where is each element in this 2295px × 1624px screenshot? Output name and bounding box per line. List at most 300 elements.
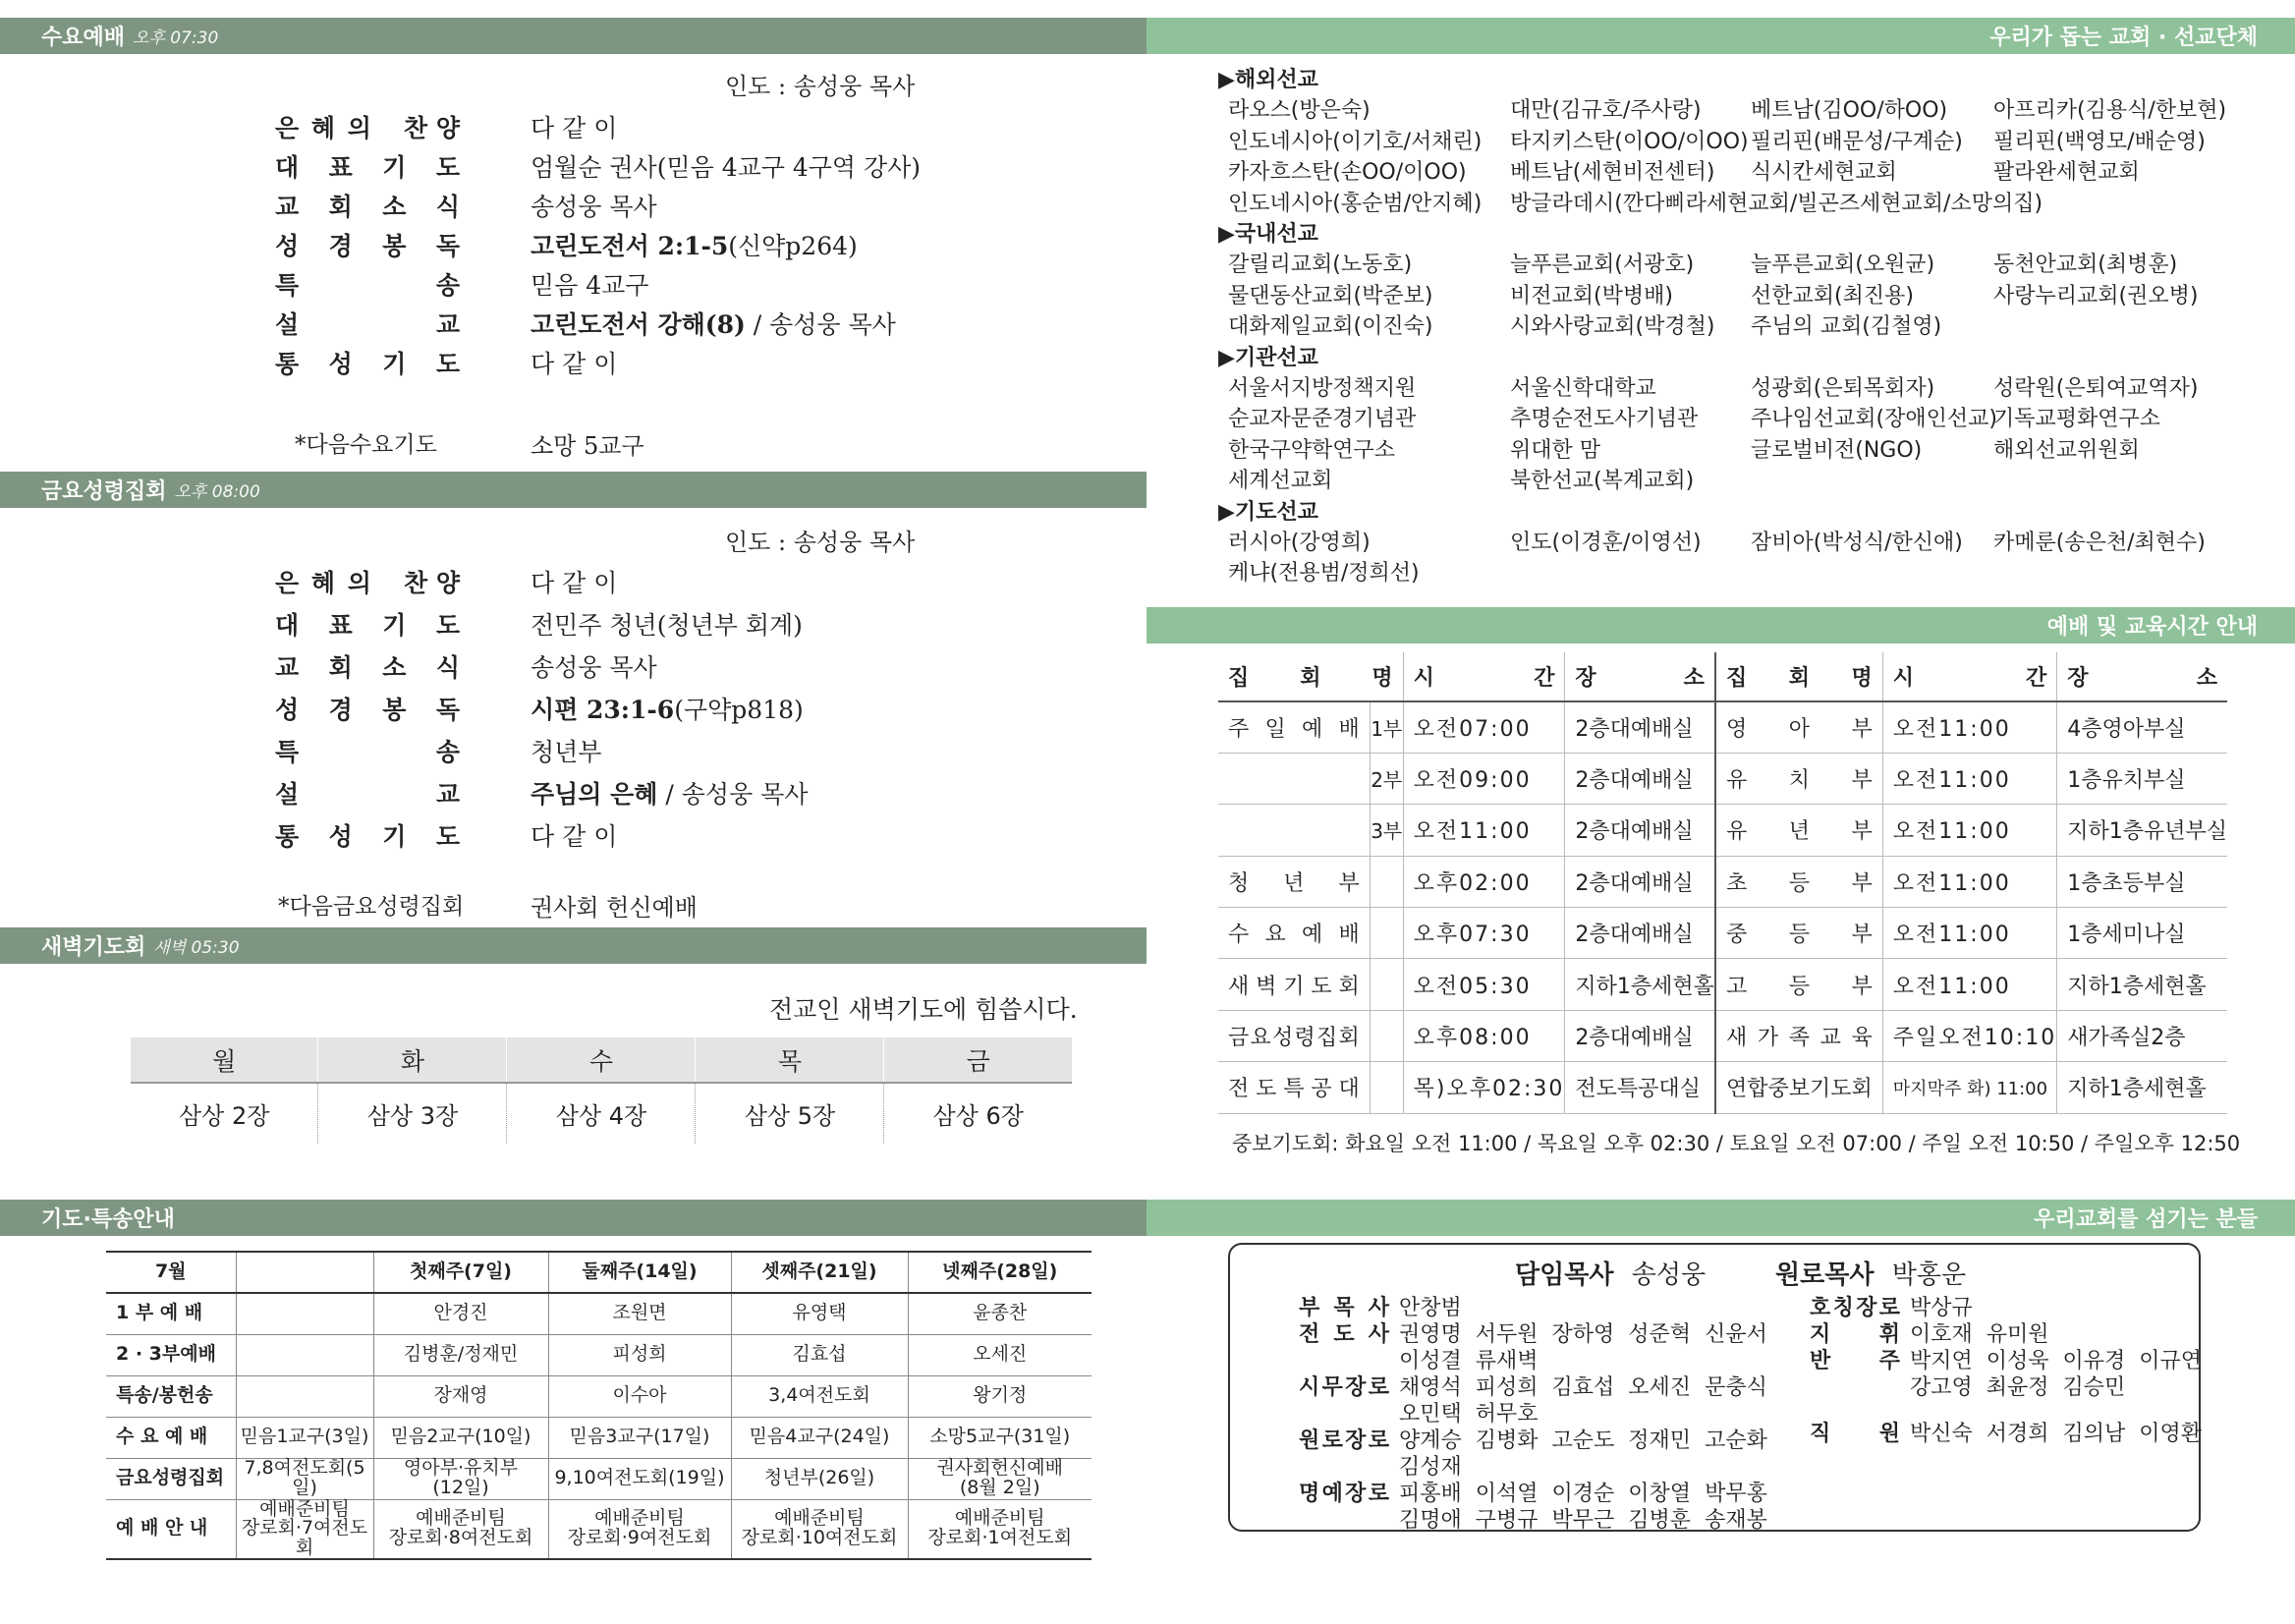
header-cell: 넷째주(28일) [908,1252,1092,1293]
staff-name: 오세진 [1628,1375,1692,1400]
dawn-notice: 전교인 새벽기도에 힘씁시다. [769,995,1078,1024]
staff-name: 이규연 [2139,1349,2203,1373]
table-cell: 오전11:00 [1403,805,1565,856]
order-label: 은 혜 의 찬 양 [275,114,460,142]
order-row [275,306,896,341]
mission-row [1228,309,1993,340]
staff-role [1299,1503,1389,1534]
table-cell: 오후02:00 [1403,856,1565,907]
order-row [275,345,618,380]
table-cell: 김병훈/정재민 [373,1334,548,1375]
cell-label: 주 일 예 배 [1228,716,1360,742]
staff-name: 피성희 [1475,1375,1539,1400]
order-label: 특 송 [275,738,460,766]
staff-box [1228,1243,2201,1532]
order-label: 대 표 기 도 [275,611,460,640]
order-value: 시편 23:1-6(구약p818) [531,696,804,724]
table-cell: 전도특공대실 [1565,1062,1715,1113]
table-cell: 1층세미나실 [2057,908,2227,959]
table-cell [1218,908,1370,959]
table-row [106,1334,1092,1375]
staff-name: 고순도 [1551,1428,1615,1453]
staff-name: 박무홍 [1705,1482,1767,1506]
order-value: 송성웅 목사 [531,193,657,221]
order-value: 믿음 4교구 [531,271,649,300]
table-cell [1715,959,1882,1010]
table-cell: 새가족실2층 [2057,1010,2227,1061]
day-header: 수 [507,1037,696,1083]
header-label: 시 간 [1892,666,2047,691]
staff-name: 이석열 [1475,1482,1539,1506]
mission-row [1228,556,1993,587]
header-cell [1882,652,2056,701]
staff-name: 피홍배 [1399,1482,1462,1506]
order-value: 다 같 이 [531,114,618,142]
row-header: 1 부 예 배 [106,1293,236,1334]
table-row [1218,753,2227,804]
table-cell: 유영택 [731,1293,908,1334]
table-row [1218,908,2227,959]
friday-header [0,472,1147,508]
mission-group-title: ▶기도선교 [1218,499,1318,525]
mission-item: 선한교회(최진용) [1751,283,1914,308]
mission-item: 시와사랑교회(박경철) [1510,314,1715,339]
friday-title: 금요성령집회 [41,479,167,504]
table-cell: 9,10여전도회(19일) [548,1458,731,1499]
order-label: 교 회 소 식 [275,653,460,682]
staff-name: 김명애 [1399,1508,1462,1533]
table-row [1218,856,2227,907]
staff-name: 신윤서 [1705,1322,1767,1347]
staff-name: 채영석 [1399,1375,1462,1400]
table-cell [1370,856,1403,907]
mission-item: 위대한 맘 [1510,437,1601,463]
table-cell: 믿음3교구(17일) [548,1417,731,1458]
table-cell: 윤종찬 [908,1293,1092,1334]
table-row [106,1293,1092,1334]
friday-time: 오후 08:00 [174,482,260,502]
staff-name: 허무호 [1475,1402,1539,1427]
table-cell: 오전05:30 [1403,959,1565,1010]
mission-item: 카자흐스탄(손OO/이OO) [1228,160,1467,185]
mission-item: 인도네시아(이기호/서채린) [1228,129,1483,154]
staff-name: 김성재 [1399,1455,1462,1480]
table-cell: 1층초등부실 [2057,856,2227,907]
wednesday-header [0,18,1147,54]
order-row [275,109,618,144]
mission-group-title: ▶국내선교 [1218,222,1318,247]
table-cell: 예배준비팀 장로회·8여전도회 [373,1499,548,1559]
wednesday-next-value: 소망 5교구 [531,432,644,460]
table-cell: 오전11:00 [1882,753,2056,804]
friday-leader: 인도 : 송성웅 목사 [725,529,916,556]
mission-item: 대만(김규호/주사랑) [1510,98,1702,123]
order-label: 설 교 [275,310,460,339]
table-cell: 지하1층유년부실 [2057,805,2227,856]
staff-name: 김승민 [2062,1375,2126,1400]
table-row [1218,959,2227,1010]
mission-item: 베트남(김OO/하OO) [1751,98,1948,123]
table-cell: 피성희 [548,1334,731,1375]
mission-item: 순교자문준경기념관 [1228,407,1417,431]
order-value: 주님의 은혜 / 송성웅 목사 [531,780,809,809]
mission-item: 대화제일교회(이진숙) [1228,314,1433,339]
table-cell: 지하1층세현홀 [2057,959,2227,1010]
cell-label: 금 요 성 령 집 회 [1228,1026,1360,1051]
mission-item: 해외선교위원회 [1993,437,2140,463]
order-row [275,606,803,642]
mission-item: 잠비아(박성식/한신애) [1751,530,1963,555]
staff-name: 권영명 [1399,1322,1462,1347]
table-row [106,1458,1092,1499]
table-cell: 믿음1교구(3일) [236,1417,373,1458]
table-cell: 안경진 [373,1293,548,1334]
prayer-title: 기도·특송안내 [41,1207,175,1232]
staff-name: 안창범 [1399,1296,1462,1320]
table-cell [1218,959,1370,1010]
dawn-hymn-table [131,1037,1072,1144]
mission-row [1228,93,2226,124]
prayer-header [0,1200,1147,1236]
mission-row [1228,433,2140,464]
staff-name: 이호재 [1910,1322,1973,1347]
order-value: 고린도전서 강해(8) / 송성웅 목사 [531,310,896,339]
table-row [1218,1062,2227,1113]
mission-item [1510,556,1751,587]
mission-item [1751,556,1993,587]
table-cell: 예배준비팀 장로회·1여전도회 [908,1499,1092,1559]
table-cell [1715,1010,1882,1061]
mission-item: 서울신학대학교 [1510,375,1656,401]
table-row [1218,805,2227,856]
mission-item: 늘푸른교회(오원균) [1751,252,1935,277]
table-cell: 오전11:00 [1882,908,2056,959]
staff-name: 김병훈 [1628,1508,1692,1533]
schedule-header [1147,607,2295,644]
table-row [106,1499,1092,1559]
mission-item: 팔라완세현교회 [1993,160,2140,185]
staff-name: 김병화 [1475,1428,1539,1453]
staff-name: 서경희 [1986,1422,2049,1446]
mission-item: 세계선교회 [1228,469,1333,493]
header-label: 장 소 [2067,666,2217,691]
table-row [106,1252,1092,1293]
table-cell [1715,805,1882,856]
mission-item: 식시칸세현교회 [1751,160,1897,185]
mission-row [1228,279,2198,309]
staff-name: 박무근 [1551,1508,1615,1533]
row-header: 수 요 예 배 [106,1417,236,1458]
staff-name: 장하영 [1551,1322,1615,1347]
row-header: 특송/봉헌송 [106,1375,236,1417]
order-row [275,148,922,184]
table-cell: 7,8여전도회(5일) [236,1458,373,1499]
table-cell: 믿음2교구(10일) [373,1417,548,1458]
mission-item: 케냐(전용범/정희선) [1228,561,1420,586]
table-row [1218,701,2227,753]
table-cell: 장재영 [373,1375,548,1417]
staff-name: 이성결 [1399,1349,1462,1373]
staff-role: 호 칭 장 로 [1810,1296,1900,1320]
header-cell: 셋째주(21일) [731,1252,908,1293]
wednesday-time: 오후 07:30 [133,28,219,48]
staff-name: 문충식 [1705,1375,1767,1400]
staff-header [1147,1200,2295,1236]
table-cell [1218,805,1370,856]
mission-item: 늘푸른교회(서광호) [1510,252,1695,277]
order-value: 청년부 [531,738,602,766]
staff-row [1810,1371,2139,1401]
order-row [275,691,804,726]
staff-row [1299,1503,1781,1534]
staff-role: 반 주 [1810,1349,1900,1373]
mission-item: 방글라데시(깐다삐라세현교회/빌곤즈세현교회/소망의집) [1510,191,2043,216]
wednesday-title: 수요예배 [41,26,126,50]
mission-item: 베트남(세현비전센터) [1510,160,1715,185]
table-cell: 오전11:00 [1882,959,2056,1010]
senior-pastor [1515,1255,1706,1291]
table-cell: 지하1층세현홀 [1565,959,1715,1010]
table-cell [1370,1010,1403,1061]
cell-label: 고 등 부 [1725,974,1873,999]
staff-names [1910,1371,2139,1401]
table-cell: 오전11:00 [1882,805,2056,856]
order-label: 통 성 기 도 [275,822,460,851]
mission-item: 성락원(은퇴여교역자) [1993,375,2199,401]
table-cell: 마지막주 화) 11:00 [1882,1062,2056,1113]
table-row [106,1417,1092,1458]
header-label: 시 간 [1413,666,1555,691]
header-cell [1218,652,1403,701]
table-cell: 소망5교구(31일) [908,1417,1092,1458]
friday-next-value: 권사회 헌신예배 [531,894,698,922]
order-label: 은 혜 의 찬 양 [275,569,460,597]
table-cell: 예배준비팀 장로회·10여전도회 [731,1499,908,1559]
order-row [275,775,809,811]
emeritus-pastor-name: 박홍운 [1891,1260,1967,1290]
table-cell [1370,1062,1403,1113]
staff-name: 김효섭 [1551,1375,1615,1400]
table-cell: 2층대예배실 [1565,856,1715,907]
day-header: 월 [131,1037,318,1083]
staff-name: 양계승 [1399,1428,1462,1453]
mission-item: 라오스(방은숙) [1228,98,1371,123]
cell-label: 유 치 부 [1725,768,1873,794]
table-cell: 오후08:00 [1403,1010,1565,1061]
mission-item: 필리핀(배문성/구계순) [1751,129,1963,154]
table-cell: 2층대예배실 [1565,701,1715,753]
table-cell: 왕기정 [908,1375,1092,1417]
missions-header [1147,18,2295,54]
header-cell [1403,652,1565,701]
order-label: 설 교 [275,780,460,809]
table-cell [236,1334,373,1375]
mission-item: 물댄동산교회(박준보) [1228,283,1433,308]
staff-role: 부 목 사 [1299,1296,1389,1320]
mission-row [1228,464,1993,494]
mission-item: 추명순전도사기념관 [1510,407,1699,431]
header-cell [1565,652,1715,701]
mission-group-title: ▶기관선교 [1218,345,1318,370]
table-cell: 2층대예배실 [1565,805,1715,856]
order-row [275,648,657,684]
staff-names [1399,1503,1781,1534]
mission-item: 주님의 교회(김철영) [1751,314,1942,339]
staff-name: 이성욱 [1986,1349,2049,1373]
staff-name: 류새벽 [1475,1349,1539,1373]
table-cell [1715,1062,1882,1113]
schedule-table [1218,652,2227,1114]
cell-label: 중 등 부 [1725,923,1873,948]
staff-role: 명 예 장 로 [1299,1482,1389,1506]
senior-pastor-name: 송성웅 [1631,1260,1707,1290]
table-cell [1715,908,1882,959]
mission-item: 서울서지방정책지원 [1228,375,1417,401]
table-cell: 김효섭 [731,1334,908,1375]
staff-name: 이유경 [2062,1349,2126,1373]
header-cell: 첫째주(7일) [373,1252,548,1293]
table-cell: 예배준비팀 장로회·7여전도회 [236,1499,373,1559]
table-cell: 2층대예배실 [1565,1010,1715,1061]
staff-row [1810,1417,2215,1447]
table-cell: 2층대예배실 [1565,908,1715,959]
dawn-time: 새벽 05:30 [153,938,240,958]
mission-item: 아프리카(김용식/한보현) [1993,98,2227,123]
staff-name: 서두원 [1475,1322,1539,1347]
mission-item: 비전교회(박병배) [1510,283,1673,308]
table-cell: 조원면 [548,1293,731,1334]
order-label: 교 회 소 식 [275,193,460,221]
table-cell [1715,856,1882,907]
header-cell [2057,652,2227,701]
order-row [275,188,657,223]
table-cell: 1부 [1370,701,1403,753]
staff-role: 지 휘 [1810,1322,1900,1347]
table-cell [1218,1010,1370,1061]
table-cell [1370,908,1403,959]
mission-row [1228,371,2198,402]
order-row [275,733,602,768]
table-cell: 1층유치부실 [2057,753,2227,804]
friday-next-label: *다음금요성령집회 [278,894,465,920]
order-value: 송성웅 목사 [531,653,657,682]
staff-name: 이경순 [1551,1482,1615,1506]
hymn-cell: 삼상 3장 [318,1083,507,1144]
order-value: 엄월순 권사(믿음 4교구 4구역 강사) [531,153,922,182]
table-cell [1715,753,1882,804]
header-cell [236,1252,373,1293]
header-label: 집 회 명 [1725,666,1873,691]
table-cell [1370,959,1403,1010]
order-value: 고린도전서 2:1-5(신약p264) [531,232,858,260]
cell-label: 청 년 부 [1228,870,1360,896]
staff-name: 정재민 [1628,1428,1692,1453]
hymn-cell: 삼상 5장 [696,1083,884,1144]
table-cell: 오후07:30 [1403,908,1565,959]
table-cell: 예배준비팀 장로회·9여전도회 [548,1499,731,1559]
mission-row [1228,125,2206,155]
table-row [1218,652,2227,701]
staff-name: 성준혁 [1628,1322,1692,1347]
dawn-title: 새벽기도회 [41,935,146,960]
mission-row [1228,187,2043,217]
table-cell: 2층대예배실 [1565,753,1715,804]
table-cell: 3,4여전도회 [731,1375,908,1417]
mission-row [1228,526,2206,556]
staff-name: 송재봉 [1705,1508,1767,1533]
order-label: 통 성 기 도 [275,350,460,378]
staff-name: 최윤정 [1986,1375,2049,1400]
cell-label: 새 벽 기 도 회 [1228,974,1360,999]
staff-name: 강고영 [1910,1375,1973,1400]
staff-role: 시 무 장 로 [1299,1375,1389,1400]
day-header: 금 [884,1037,1072,1083]
header-cell [1715,652,1882,701]
mission-item: 인도네시아(홍순범/안지혜) [1228,191,1483,216]
hymn-cell: 삼상 2장 [131,1083,318,1144]
missions-title: 우리가 돕는 교회 · 선교단체 [1989,26,2258,50]
table-row [1218,1010,2227,1061]
staff-role: 직 원 [1810,1422,1900,1446]
staff-name: 유미원 [1986,1322,2049,1347]
mission-item [1751,464,1993,494]
header-label: 장 소 [1575,666,1705,691]
header-cell: 7월 [106,1252,236,1293]
table-cell: 권사회헌신예배 (8월 2일) [908,1458,1092,1499]
prayer-table [106,1251,1092,1560]
order-value: 다 같 이 [531,350,618,378]
mission-item: 북한선교(복계교회) [1510,469,1695,493]
mission-row [1228,248,2177,278]
mission-item: 카메룬(송은천/최현수) [1993,530,2206,555]
row-header: 예 배 안 내 [106,1499,236,1559]
table-cell: 4층영아부실 [2057,701,2227,753]
order-row [275,266,649,302]
staff-name: 이영환 [2139,1422,2203,1446]
mission-item: 기독교평화연구소 [1993,407,2161,431]
staff-title: 우리교회를 섬기는 분들 [2034,1207,2258,1232]
mission-item: 인도(이경훈/이영선) [1510,530,1702,555]
mission-group-title: ▶해외선교 [1218,68,1318,92]
staff-name: 박신숙 [1910,1422,1973,1446]
cell-label: 초 등 부 [1725,870,1873,896]
mission-item: 러시아(강영희) [1228,530,1371,555]
mission-row [1228,402,2160,432]
table-cell: 오전07:00 [1403,701,1565,753]
order-value: 다 같 이 [531,569,618,597]
day-header: 화 [318,1037,507,1083]
table-row [106,1375,1092,1417]
staff-role: 전 도 사 [1299,1322,1389,1347]
order-label: 성 경 봉 독 [275,232,460,260]
row-header: 금요성령집회 [106,1458,236,1499]
table-cell [1715,701,1882,753]
table-cell: 2부 [1370,753,1403,804]
mission-item: 사랑누리교회(권오병) [1993,283,2199,308]
mission-item: 주나임선교회(장애인선교) [1751,407,1997,431]
mission-item [1751,187,1993,217]
order-label: 성 경 봉 독 [275,696,460,724]
hymn-cell: 삼상 4장 [507,1083,696,1144]
senior-pastor-label: 담임목사 [1515,1260,1614,1290]
emeritus-pastor-label: 원로목사 [1775,1260,1875,1290]
table-cell: 영아부·유치부 (12일) [373,1458,548,1499]
mission-item: 동천안교회(최병훈) [1993,252,2178,277]
staff-role: 원 로 장 로 [1299,1428,1389,1453]
wednesday-next-label: *다음수요기도 [295,432,437,458]
table-cell [1218,753,1370,804]
table-cell [1218,701,1370,753]
